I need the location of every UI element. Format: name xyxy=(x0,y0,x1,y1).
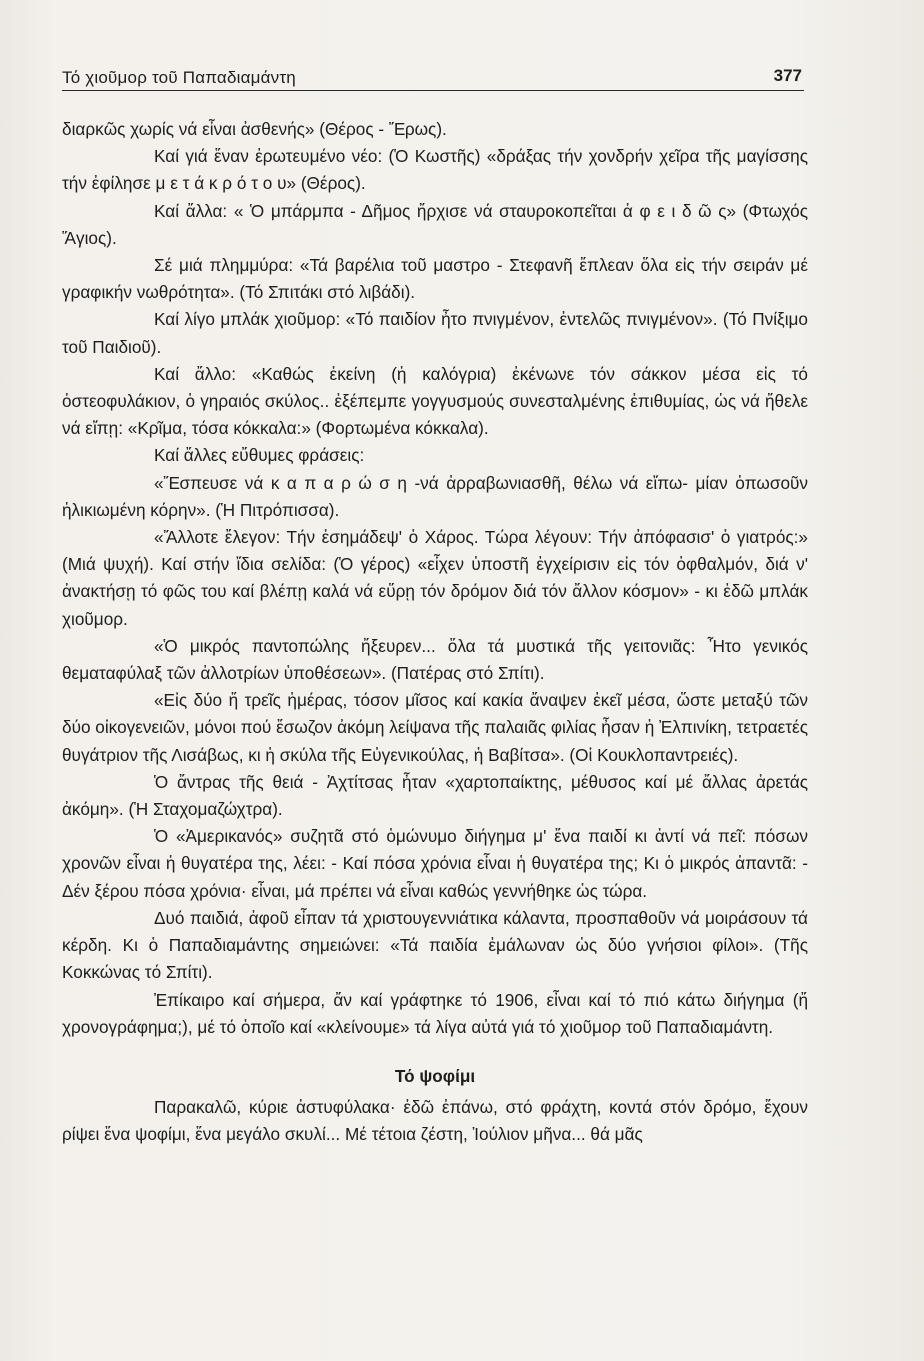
paragraph: Καί ἄλλα: « Ὁ μπάρμπα - Δῆμος ἤρχισε νά σταυροκοπεῖται ἀ φ ε ι δ ῶ ς» (Φτωχός Ἅγιος). xyxy=(62,200,808,248)
paragraph: διαρκῶς χωρίς νά εἶναι ἀσθενής» (Θέρος - Ἔρως). xyxy=(62,119,447,139)
paragraph: «Ἔσπευσε νά κ α π α ρ ώ σ η -νά ἀρραβωνιασθῆ, θέλω νά εἴπω- μίαν ὁπωσοῦν ἡλικιωμένη κόρην». (Ἡ Πιτρόπισσα). xyxy=(62,472,808,520)
running-title: Τό χιοῦμορ τοῦ Παπαδιαμάντη xyxy=(62,68,296,87)
paragraph: Καί λίγο μπλάκ χιοῦμορ: «Τό παιδίον ἦτο πνιγμένον, ἐντελῶς πνιγμένον». (Τό Πνίξιμο τοῦ Παιδιοῦ). xyxy=(62,309,808,357)
paragraph: Παρακαλῶ, κύριε ἀστυφύλακα· ἐδῶ ἐπάνω, στό φράχτη, κοντά στόν δρόμο, ἔχουν ρίψει ἕνα ψοφίμι, ἕνα μεγάλο σκυλί... Μέ τέτοια ζέστη, Ἰούλιον μῆνα... θά μᾶς xyxy=(62,1097,808,1145)
paragraph: Ὁ ἄντρας τῆς θειά - Ἀχτίτσας ἦταν «χαρτοπαίκτης, μέθυσος καί μέ ἄλλας ἀρετάς ἀκόμη». (Ἡ Σταχομαζώχτρα). xyxy=(62,771,808,820)
paragraph: «Εἰς δύο ἤ τρεῖς ἡμέρας, τόσον μῖσος καί κακία ἄναψεν ἐκεῖ μέσα, ὥστε μεταξύ τῶν δύο οἰκογενειῶν, μόνοι πού ἔσωζον ἀκόμη λείψανα τῆς παλαιᾶς φιλίας ἦσαν ἡ Ἐλπινίκη, τετραετές θυγάτριον τῆς Λισάβως, κι ἡ σκύλα τῆς Εὐγενικούλας, ἡ Βαβίτσα». (Οἱ Κουκλοπαντρειές). xyxy=(62,690,808,765)
running-header xyxy=(62,60,804,91)
paragraph: «Ἄλλοτε ἔλεγον: Τήν ἐσημάδεψ' ὁ Χάρος. Τώρα λέγουν: Τήν ἀπόφασισ' ὁ γιατρός:» (Μιά ψυχή). Καί στήν ἴδια σελίδα: (Ὁ γέρος) «εἶχεν ὑποστῆ ἐγχείρισιν εἰς τόν ὀφθαλμόν, διά ν' ἀνακτήσῃ τό φῶς του καί βλέπῃ καλά νά εὕρῃ τόν δρόμον διά τόν ἄλλον κόσμον» - κι ἐδῶ μπλάκ χιοῦμορ. xyxy=(62,527,808,629)
body-text xyxy=(62,116,808,1149)
paragraph: Καί γιά ἕναν ἐρωτευμένο νέο: (Ὁ Κωστῆς) «δράξας τήν χονδρήν χεῖρα τῆς μαγίσσης τήν ἐφίλησε μ ε τ ά κ ρ ό τ ο υ» (Θέρος). xyxy=(62,146,808,194)
page-number: 377 xyxy=(773,66,802,85)
paragraph: Καί ἄλλες εὔθυμες φράσεις: xyxy=(154,445,365,466)
section-heading: Τό ψοφίμι xyxy=(394,1065,476,1086)
paragraph: Δυό παιδιά, ἀφοῦ εἶπαν τά χριστουγεννιάτικα κάλαντα, προσπαθοῦν νά μοιράσουν τά κέρδη. Κι ὁ Παπαδιαμάντης σημειώνει: «Τά παιδία ἐμάλωναν ὡς δύο γνήσιοι φίλοι». (Τῆς Κοκκώνας τό Σπίτι). xyxy=(62,907,808,983)
paragraph: Καί ἄλλο: «Καθώς ἐκείνη (ἡ καλόγρια) ἐκένωνε τόν σάκκον μέσα εἰς τό ὀστεοφυλάκιον, ὁ γηραιός σκύλος.. ἐξέπεμπε γογγυσμούς συνεσταλμένης ἐπιθυμίας, ὡς νά ἤθελε νά εἴπῃ: «Κρῖμα, τόσα κόκκαλα:» (Φορτωμένα κόκκαλα). xyxy=(62,363,808,439)
paragraph: Σέ μιά πλημμύρα: «Τά βαρέλια τοῦ μαστρο - Στεφανῆ ἔπλεαν ὅλα εἰς τήν σειράν μέ γραφικήν νωθρότητα». (Τό Σπιτάκι στό λιβάδι). xyxy=(62,255,808,303)
paragraph: Ἐπίκαιρο καί σήμερα, ἄν καί γράφτηκε τό 1906, εἶναι καί τό πιό κάτω διήγημα (ἤ χρονογράφημα;), μέ τό ὁποῖο καί «κλείνουμε» τά λίγα αὐτά γιά τό χιοῦμορ τοῦ Παπαδιαμάντη. xyxy=(62,989,808,1037)
paragraph: Ὁ «Ἀμερικανός» συζητᾶ στό ὁμώνυμο διήγημα μ' ἕνα παιδί κι ἀντί νά πεῖ: πόσων χρονῶν εἶναι ἡ θυγατέρα της, λέει: - Καί πόσα χρόνια εἶναι ἡ θυγατέρα της; Κι ὁ μικρός ἀπαντᾶ: - Δέν ξέρου πόσα χρόνια· εἶναι, μά πρέπει νά εἶναι καθώς γεννήθηκε ὡς τώρα. xyxy=(62,826,808,901)
paragraph: «Ὁ μικρός παντοπώλης ἤξευρεν... ὅλα τά μυστικά τῆς γειτονιᾶς: Ἦτο γενικός θεματαφύλαξ τῶν ἀλλοτρίων ὑποθέσεων». (Πατέρας στό Σπίτι). xyxy=(62,635,808,684)
